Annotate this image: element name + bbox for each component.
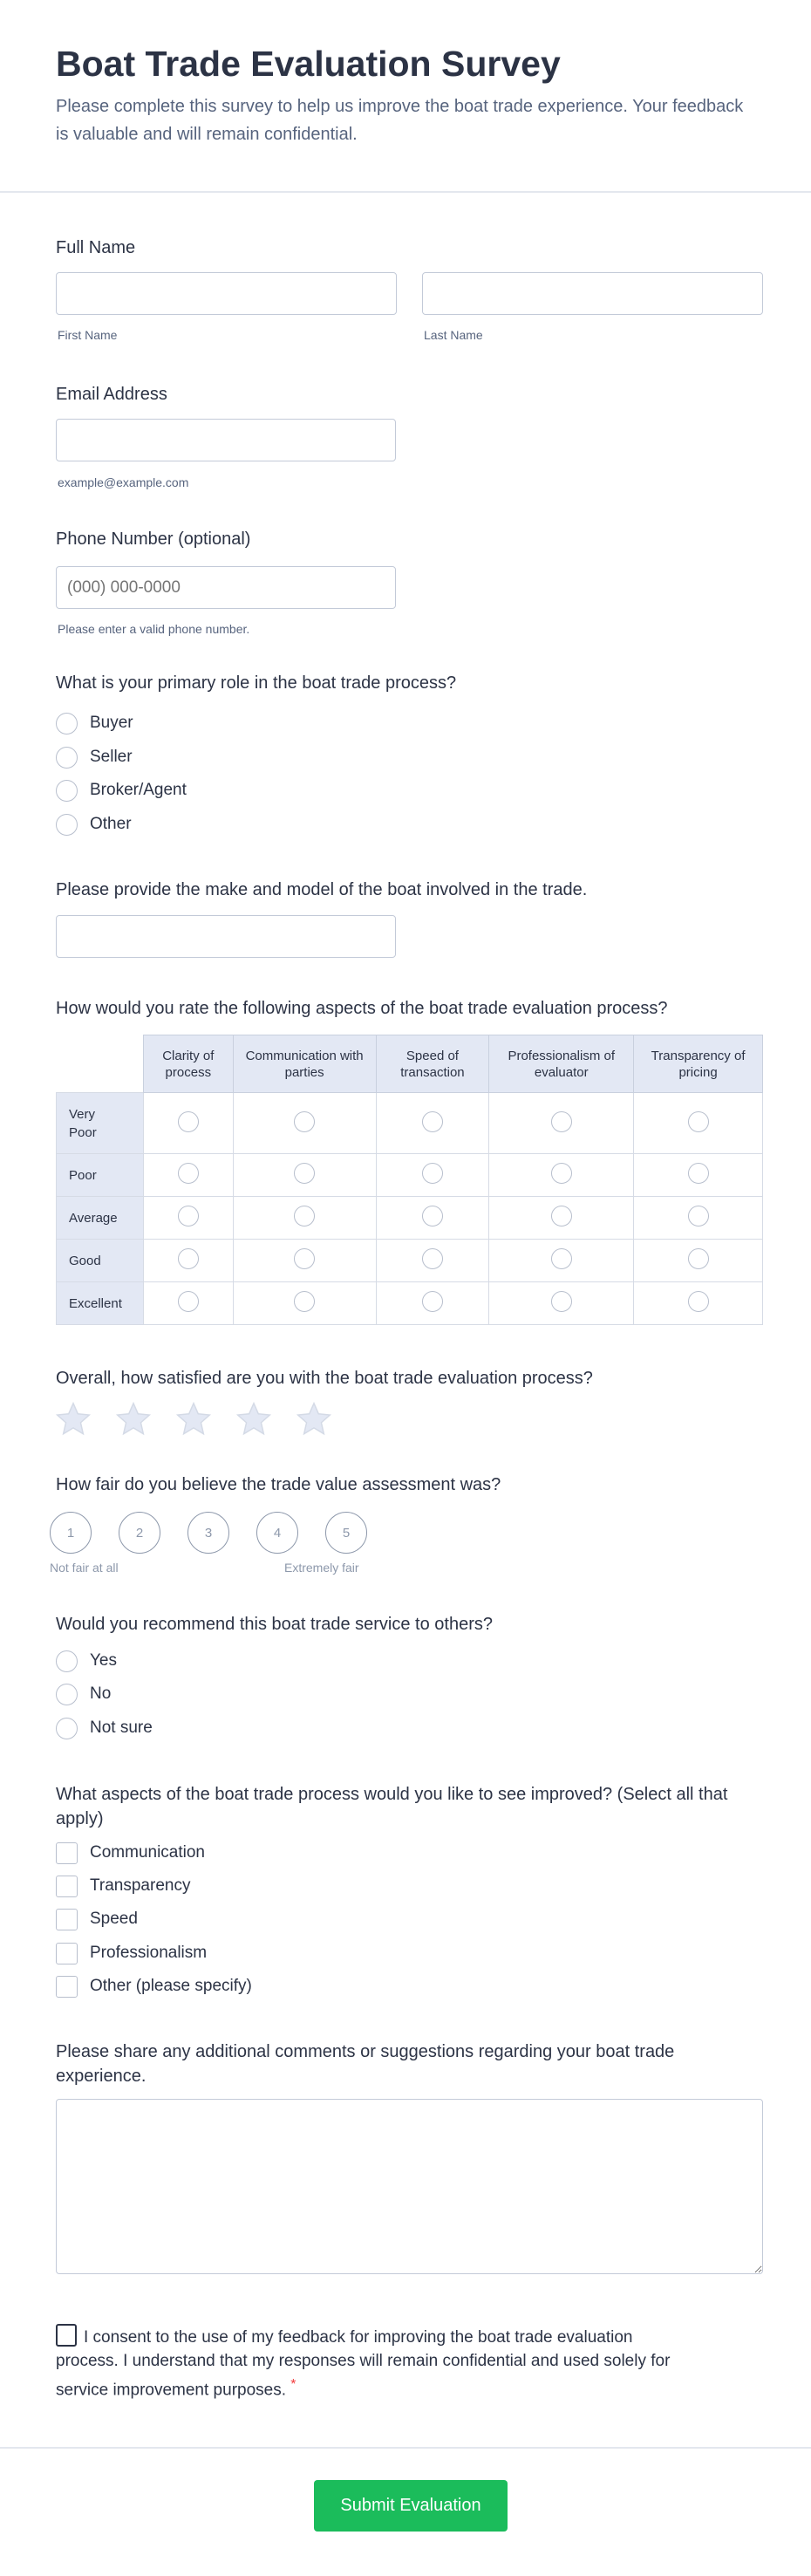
matrix-radio[interactable] bbox=[294, 1111, 315, 1132]
email-label: Email Address bbox=[56, 385, 167, 404]
matrix-row-header: Average bbox=[57, 1197, 144, 1240]
matrix-radio[interactable] bbox=[178, 1163, 199, 1184]
radio-button[interactable] bbox=[56, 780, 78, 802]
option-label: Seller bbox=[90, 748, 133, 766]
improve-option-communication[interactable] bbox=[56, 1841, 205, 1864]
consent-field bbox=[56, 2324, 684, 2402]
scale-low-label: Not fair at all bbox=[50, 1561, 119, 1575]
checkbox[interactable] bbox=[56, 1842, 78, 1864]
matrix-radio[interactable] bbox=[294, 1248, 315, 1269]
improve-option-transparency[interactable] bbox=[56, 1875, 190, 1897]
option-label: Professionalism bbox=[90, 1944, 208, 1962]
rating-matrix bbox=[56, 1035, 763, 1325]
option-label: Speed bbox=[90, 1910, 138, 1928]
phone-input[interactable] bbox=[56, 566, 396, 609]
email-sublabel: example@example.com bbox=[58, 475, 189, 489]
first-name-sublabel: First Name bbox=[58, 328, 118, 342]
option-label: No bbox=[90, 1684, 112, 1703]
matrix-radio[interactable] bbox=[422, 1163, 443, 1184]
improve-question: What aspects of the boat trade process would you like to see improved? (Select all that apply) bbox=[56, 1785, 728, 1828]
matrix-row-header: Poor bbox=[57, 1154, 144, 1197]
recommend-question: Would you recommend this boat trade service to others? bbox=[56, 1615, 493, 1634]
scale-option-2[interactable]: 2 bbox=[119, 1512, 160, 1554]
matrix-question: How would you rate the following aspects of the boat trade evaluation process? bbox=[56, 999, 668, 1018]
matrix-corner bbox=[57, 1035, 144, 1093]
radio-button[interactable] bbox=[56, 747, 78, 769]
matrix-radio[interactable] bbox=[688, 1291, 709, 1312]
consent-checkbox[interactable] bbox=[56, 2324, 77, 2347]
submit-button[interactable]: Submit Evaluation bbox=[314, 2480, 508, 2532]
comments-question: Please share any additional comments or suggestions regarding your boat trade experience. bbox=[56, 2042, 675, 2086]
page-description: Please complete this survey to help us improve the boat trade experience. Your feedback is valuable and will remain confidential. bbox=[56, 97, 744, 144]
scale-option-5[interactable]: 5 bbox=[325, 1512, 367, 1554]
matrix-radio[interactable] bbox=[551, 1111, 572, 1132]
improve-option-professionalism[interactable] bbox=[56, 1942, 207, 1964]
recommend-option-not-sure[interactable] bbox=[56, 1717, 153, 1739]
star-icon[interactable] bbox=[54, 1400, 92, 1438]
satisfaction-question: Overall, how satisfied are you with the boat trade evaluation process? bbox=[56, 1369, 593, 1388]
matrix-column-header: Professionalism of evaluator bbox=[489, 1035, 634, 1093]
matrix-radio[interactable] bbox=[422, 1206, 443, 1227]
matrix-radio[interactable] bbox=[294, 1291, 315, 1312]
radio-button[interactable] bbox=[56, 814, 78, 836]
matrix-row-header: Good bbox=[57, 1240, 144, 1282]
fairness-scale bbox=[50, 1512, 394, 1554]
recommend-option-yes[interactable] bbox=[56, 1650, 117, 1672]
header-divider bbox=[0, 191, 811, 193]
comments-textarea[interactable] bbox=[56, 2099, 763, 2274]
role-option-other[interactable] bbox=[56, 813, 132, 836]
matrix-radio[interactable] bbox=[178, 1111, 199, 1132]
option-label: Communication bbox=[90, 1843, 205, 1862]
matrix-row-header bbox=[57, 1093, 144, 1154]
checkbox[interactable] bbox=[56, 1876, 78, 1897]
matrix-row bbox=[57, 1282, 763, 1325]
matrix-column-header: Communication with parties bbox=[233, 1035, 376, 1093]
matrix-row bbox=[57, 1093, 763, 1154]
matrix-radio[interactable] bbox=[178, 1291, 199, 1312]
star-icon[interactable] bbox=[235, 1400, 273, 1438]
last-name-sublabel: Last Name bbox=[424, 328, 483, 342]
checkbox[interactable] bbox=[56, 1909, 78, 1930]
matrix-row bbox=[57, 1197, 763, 1240]
radio-button[interactable] bbox=[56, 713, 78, 735]
last-name-input[interactable] bbox=[422, 272, 763, 315]
required-asterisk: * bbox=[290, 2377, 296, 2392]
option-label: Yes bbox=[90, 1651, 117, 1670]
scale-option-4[interactable]: 4 bbox=[256, 1512, 298, 1554]
option-label: Buyer bbox=[90, 714, 133, 732]
improve-option-speed[interactable] bbox=[56, 1908, 138, 1930]
role-option-seller[interactable] bbox=[56, 746, 133, 769]
option-label: Not sure bbox=[90, 1718, 153, 1737]
improve-option-other[interactable] bbox=[56, 1975, 252, 1998]
matrix-radio[interactable] bbox=[688, 1248, 709, 1269]
matrix-radio[interactable] bbox=[551, 1248, 572, 1269]
matrix-radio[interactable] bbox=[551, 1163, 572, 1184]
recommend-option-no[interactable] bbox=[56, 1683, 111, 1705]
matrix-header-row bbox=[57, 1035, 763, 1093]
role-option-buyer[interactable] bbox=[56, 712, 133, 735]
matrix-column-header: Speed of transaction bbox=[376, 1035, 489, 1093]
checkbox[interactable] bbox=[56, 1976, 78, 1998]
page-title: Boat Trade Evaluation Survey bbox=[56, 44, 561, 84]
matrix-radio[interactable] bbox=[551, 1291, 572, 1312]
radio-button[interactable] bbox=[56, 1684, 78, 1705]
star-icon[interactable] bbox=[295, 1400, 333, 1438]
scale-option-1[interactable]: 1 bbox=[50, 1512, 92, 1554]
matrix-radio[interactable] bbox=[688, 1111, 709, 1132]
star-rating bbox=[54, 1400, 355, 1438]
matrix-radio[interactable] bbox=[178, 1248, 199, 1269]
matrix-row bbox=[57, 1154, 763, 1197]
full-name-label: Full Name bbox=[56, 238, 136, 257]
star-icon[interactable] bbox=[174, 1400, 213, 1438]
consent-label: I consent to the use of my feedback for improving the boat trade evaluation process. I understand that my responses will remain confidential and used solely for service improvement purposes. bbox=[56, 2328, 671, 2400]
first-name-input[interactable] bbox=[56, 272, 397, 315]
scale-high-label: Extremely fair bbox=[284, 1561, 359, 1575]
email-input[interactable] bbox=[56, 419, 396, 461]
boat-make-model-input[interactable] bbox=[56, 915, 396, 958]
matrix-radio[interactable] bbox=[688, 1163, 709, 1184]
role-option-broker[interactable] bbox=[56, 779, 187, 802]
phone-sublabel: Please enter a valid phone number. bbox=[58, 622, 250, 636]
star-icon[interactable] bbox=[114, 1400, 153, 1438]
footer-divider bbox=[0, 2447, 811, 2449]
checkbox[interactable] bbox=[56, 1943, 78, 1964]
matrix-radio[interactable] bbox=[294, 1163, 315, 1184]
matrix-radio[interactable] bbox=[422, 1111, 443, 1132]
option-label: Other (please specify) bbox=[90, 1977, 252, 1995]
role-question: What is your primary role in the boat trade process? bbox=[56, 673, 457, 693]
fairness-question: How fair do you believe the trade value assessment was? bbox=[56, 1475, 501, 1494]
phone-label: Phone Number (optional) bbox=[56, 530, 251, 549]
matrix-radio[interactable] bbox=[422, 1291, 443, 1312]
option-label: Transparency bbox=[90, 1876, 191, 1895]
matrix-radio[interactable] bbox=[294, 1206, 315, 1227]
matrix-column-header: Transparency of pricing bbox=[634, 1035, 763, 1093]
scale-option-3[interactable]: 3 bbox=[187, 1512, 229, 1554]
matrix-column-header: Clarity of process bbox=[143, 1035, 233, 1093]
radio-button[interactable] bbox=[56, 1718, 78, 1739]
option-label: Other bbox=[90, 815, 132, 833]
option-label: Broker/Agent bbox=[90, 781, 187, 799]
radio-button[interactable] bbox=[56, 1650, 78, 1672]
matrix-radio[interactable] bbox=[422, 1248, 443, 1269]
matrix-radio[interactable] bbox=[178, 1206, 199, 1227]
boat-question: Please provide the make and model of the boat involved in the trade. bbox=[56, 880, 588, 899]
matrix-radio[interactable] bbox=[688, 1206, 709, 1227]
matrix-row-header: Excellent bbox=[57, 1282, 144, 1325]
matrix-row bbox=[57, 1240, 763, 1282]
matrix-radio[interactable] bbox=[551, 1206, 572, 1227]
row-label: Very Poor bbox=[69, 1106, 97, 1140]
